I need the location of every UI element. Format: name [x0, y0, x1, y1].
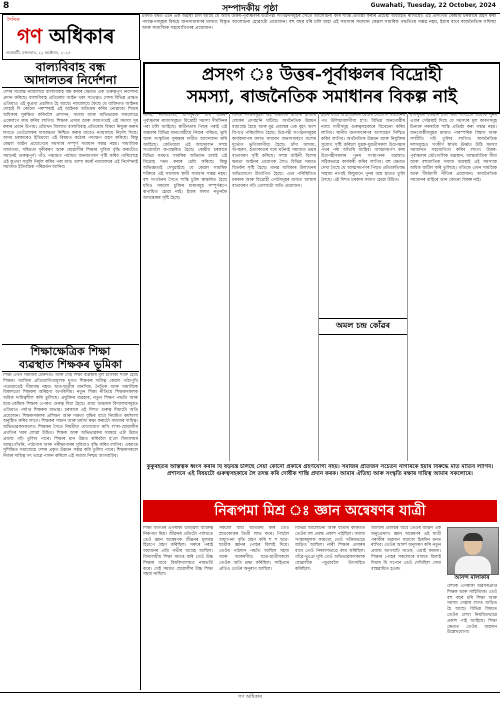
- main-article-col1: অসম, নাগালেণ্ড, মণিপুৰকে ধৰি উত্তৰ-পূৰ্বাঞ্চলৰ ৰাজ্যসমূহত বিদ্ৰোহী সমস্যা দীৰ্ঘদিনৰ পৰা চলি আহিছে। স্বাধীনতাৰ পিছৰ পৰাই এই অঞ্চলৰ বিভিন্ন জনগোষ্ঠীয়ে নিজৰ পৰিচয়, ভূমি আৰু সংস্কৃতিৰ সুৰক্ষাৰ দাবীত আন্দোলন কৰি আহিছে। কেতিয়াবা এই আন্দোলন সশস্ত্ৰ সংগ্ৰামলৈ ৰূপান্তৰিত হৈছে। কেন্দ্ৰীয় চৰকাৰে বিভিন্ন সময়ত সামৰিক অভিযান চলাই এই বিদ্ৰোহ দমন কৰাৰ চেষ্টা কৰিছে। কিন্তু অভিজ্ঞতাই দেখুৱাইছে যে কেৱল সামৰিক শক্তিৰে এই সমস্যাৰ স্থায়ী সমাধান সম্ভৱ নহয়। বহু সংগঠনৰ সৈতে শান্তি চুক্তি স্বাক্ষৰিত হৈছে যদিও সকলো চুক্তিৰ ধাৰাসমূহ সম্পূৰ্ণৰূপে ৰূপায়িত হোৱা নাই। ইয়াৰ ফলত নতুনকৈ অসন্তোষৰ সৃষ্টি হৈছে।: [143, 113, 227, 201]
- main-headline-line1: প্ৰসংগ ঃ উত্তৰ-পূৰ্বাঞ্চলৰ বিদ্ৰোহী: [201, 65, 443, 85]
- page-footer: গণ অধিকাৰ: [0, 692, 500, 701]
- page-header: [0, 0, 500, 14]
- feature-col4: আজিৰ প্ৰজন্মৰ বাবে তেওঁৰ জীৱন এক অনুপ্ৰেৰণা। জ্ঞান অন্বেষণৰ এই যাত্ৰী গৰাকীৰ অৱদান সমাজে চিৰদিন মনত ৰাখিব। তেওঁৰ আদৰ্শ অনুসৰণ কৰি নতুন প্ৰজন্ম আগবাঢ়ি যাওক, এয়াই কামনা। শিক্ষাৰ পোহৰ সকলোৰে মাজত বিলাই দিয়াৰ যি সপোন তেওঁ দেখিছিল সেয়া বাস্তৱায়িত হওক।: [371, 526, 441, 572]
- masthead-small-label: দৈনিক: [7, 17, 20, 23]
- editorial-title: [2, 61, 139, 88]
- masthead-tagline: গুৱাহাটী, মঙ্গলবাৰ, ২২ অক্টোবৰ, ২০২৪: [6, 50, 71, 55]
- column-rule: [229, 113, 230, 461]
- feature-columns: [143, 526, 443, 690]
- feature-col1: শিক্ষা জগতৰ এগৰাকী উজ্জ্বল ব্যক্তিত্ব নিৰূপমা মিশ্ৰ। জীৱনৰ প্ৰতিটো পৰ্যায়তে তেওঁ জ্ঞান অন্বেষণক জীৱনৰ মূলমন্ত্ৰ হিচাপে গ্ৰহণ কৰিছিল। সৰুৰে পৰাই অধ্যয়নৰ প্ৰতি গভীৰ আগ্ৰহ আছিল। বিদ্যালয়ীয় শিক্ষা সমাপ্ত কৰি তেওঁ উচ্চ শিক্ষাৰ বাবে বিশ্ববিদ্যালয়ত নামভৰ্তি কৰে। সেই সময়ত ছোৱালীৰ উচ্চ শিক্ষা সহজ নাছিল।: [143, 526, 213, 578]
- section-title: সম্পাদকীয় পৃষ্ঠা: [222, 4, 278, 14]
- author-photo-hair: [463, 533, 483, 541]
- main-headline-line2: সমস্যা, ৰাজনৈতিক সমাধানৰ বিকল্প নাই: [187, 87, 457, 107]
- editorial2-title-line2: ব্যৱস্থাত শিক্ষকৰ ভূমিকা: [19, 358, 122, 371]
- feature-col3: বিভিন্ন আলোচনী আৰু বাতৰি কাকতত তেওঁৰ বহু প্ৰবন্ধ প্ৰকাশ পাইছিল। সমাজ সংস্কাৰমূলক কামতো তেওঁ সক্ৰিয়ভাৱে জড়িত আছিল। নাৰী শিক্ষাৰ প্ৰসাৰৰ বাবে তেওঁ নিৰলসভাৱে কাম কৰিছিল। গাঁৱে-ভূঞে ঘূৰি তেওঁ অভিভাৱকসকলক ছোৱালীক পঢ়ুৱাবলৈ উৎসাহিত কৰিছিল।: [295, 526, 365, 572]
- page-number: 8: [3, 1, 10, 11]
- page-date: Guwahati, Tuesday, 22 October, 2024: [370, 2, 496, 9]
- main-article-col3: ইয়াৰ বাবে আলোচনাৰ মেজৰ যোগেদি সমাধানৰ পথ উলিয়াবলগীয়া হ'ব। বিভিন্ন জনগোষ্ঠীৰ ন্যায্য দাবীসমূহ গুৰুত্বসহকাৰে বিবেচনা কৰিব লাগিব। স্থানীয় জনসাধাৰণৰ অংশগ্ৰহণ নিশ্চিত কৰিব লাগিব। অৰ্থনৈতিক উন্নয়ন আৰু নিযুক্তিৰ সুযোগ সৃষ্টি কৰিলে যুৱক-যুৱতীসকল উগ্ৰপন্থাৰ পথৰ পৰা আঁতৰি আহিব। আত্মসমৰ্পণ কৰা উগ্ৰপন্থীসকলৰ পুনৰ সংস্থাপনৰ ব্যৱস্থাও সঠিকভাৱে কাৰ্যকৰী কৰিব লাগিব। বহু ক্ষেত্ৰত দেখা গৈছে যে আত্মসমৰ্পণৰ পিছত প্ৰতিশ্ৰুতিবদ্ধ সাহায্য নাপাই কিছুমানে পুনৰ অস্ত্ৰ হাতত তুলি লৈছে। এই দিশত চৰকাৰ সজাগ হোৱা উচিত।: [321, 113, 405, 183]
- main-headline-box: [143, 62, 500, 114]
- author-photo: [447, 527, 499, 575]
- masthead-logo-part1: গণ: [17, 24, 43, 48]
- masthead-logo-part2: অধিকাৰ: [49, 24, 115, 48]
- editorial2-title-line1: শিক্ষাক্ষেত্ৰিক শিক্ষা: [30, 345, 111, 358]
- author-photo-caption: আনন্দ মালাকাৰ: [454, 575, 490, 581]
- editorial-body: দেশৰ সর্বোচ্চ ন্যায়ালয়ে বাল্যবিবাহ বন্ধ কৰাৰ ক্ষেত্ৰত এক গুৰুত্বপূর্ণ নির্দেশনা প্ৰদান কৰিছে। বাল্যবিবাহ প্ৰতিৰোধ আইন থকা সত্ত্বেও দেশৰ বিভিন্ন প্ৰান্তত এতিয়াও এই কুপ্ৰথা প্ৰচলিত হৈ আছে। ন্যায়ালয়ে কৈছে যে ব্যক্তিগত আইনৰ দোহাই দি কোনো পৰম্পৰাই এই আইনক অতিক্ৰম কৰিব নোৱাৰে। শিশুৰ অধিকাৰ সুৰক্ষিত কৰিবলৈ প্ৰশাসন, সমাজ আৰু অভিভাৱক সকলোৱে একেলগে কাম কৰিব লাগিব। শিক্ষাৰ প্ৰসাৰ আৰু সজাগতাই এই সমস্যা দূৰ কৰাৰ প্ৰধান উপায়। প্ৰতিখন জিলাত বাল্যবিবাহ প্ৰতিৰোধ বিষয়া নিযুক্ত কৰাৰ লগতে তেওঁলোকৰ দায়বদ্ধতা নিশ্চিত কৰাৰ বাবেও ন্যায়ালয়ে নির্দেশ দিছে। অসম চৰকাৰেও ইতিমধ্যে এই বিষয়ত কঠোৰ পদক্ষেপ গ্ৰহণ কৰিছে। কিন্তু কেৱল আইন প্ৰয়োগেৰে সমস্যাৰ সম্পূর্ণ সমাধান সম্ভৱ নহয়। সামাজিক সজাগতা, দৰিদ্ৰতা দূৰীকৰণ আৰু ছোৱালীৰ শিক্ষাৰ সুবিধা বৃদ্ধি কৰাটোও সমানেই গুৰুত্বপূর্ণ। গাঁও পঞ্চায়ত পৰ্যায়ত জনজাগৰণ সৃষ্টি কৰিব পাৰিলেহে এই কুপ্ৰথা সমূলি নিৰ্মূল কৰিব পৰা যাব। আশা কৰোঁ ন্যায়ালয়ৰ এই নির্দেশনাই সমাজত ইতিবাচক পৰিৱৰ্তন আনিব।: [3, 90, 138, 171]
- editorial-title-line1: বাল্যবিবাহ বন্ধ: [35, 60, 106, 74]
- main-article-columns: [143, 113, 497, 461]
- author-side-text: লেখক এগৰাকী অৱসৰপ্ৰাপ্ত শিক্ষক আৰু সাহিত্যিক। তেওঁ বহু বছৰ ধৰি শিক্ষা আৰু সমাজ সেৱাৰ লগত জড়িত হৈ আছে। বিভিন্ন বিষয়ত তেওঁৰ লেখা নিয়মিতভাৱে প্ৰকাশ পাই আহিছে। শিক্ষা ক্ষেত্ৰত তেওঁৰ অৱদান উল্লেখযোগ্য।: [447, 584, 497, 636]
- feature-col2: সকলো বাধা অতিক্ৰম কৰি তেওঁ স্নাতকোত্তৰ ডিগ্ৰী লাভ কৰে। পিছলৈ অধ্যাপনা বৃত্তি গ্ৰহণ কৰি শ শ ছাত্ৰ-ছাত্ৰীক জ্ঞানৰ পোহৰ বিলাই দিয়ে। তেওঁৰ পাঠদান পদ্ধতি আছিল সহজ আৰু আকৰ্ষণীয়। ছাত্ৰ-ছাত্ৰীসকলে তেওঁক অতি শ্ৰদ্ধা কৰিছিল। সাহিত্যৰ প্ৰতিও তেওঁৰ অনুৰাগ আছিল।: [219, 526, 289, 572]
- feature-banner-title: নিৰূপমা মিশ্ৰ ঃ জ্ঞান অন্বেষণৰ যাত্ৰী: [143, 500, 497, 522]
- column-rule: [318, 113, 319, 461]
- main-article-col2: বিগত দশকসমূহত এই অঞ্চলত হাজাৰ হাজাৰ লোকৰ প্ৰাণহানি ঘটিছে। অৰ্থনৈতিক উন্নয়ন বাধাগ্ৰস্ত হৈছে আৰু যুৱ প্ৰজন্মৰ এক বৃহৎ অংশ বিপথে পৰিচালিত হৈছে। উগ্ৰপন্থী সংগঠনসমূহৰ কাৰ্যকলাপৰ ফলত সাধাৰণ জনসাধাৰণে অশেষ দুৰ্ভোগ ভুগিবলগীয়া হৈছে। চাঁদা আদায়, অপহৰণ, হত্যাকাণ্ডৰ দৰে ঘটনাই সমাজত ভয়ৰ বাতাবৰণ সৃষ্টি কৰিছে। সশস্ত্ৰ বাহিনী বিশেষ ক্ষমতা আইনৰ প্ৰয়োগক লৈও বিভিন্ন সময়ত বিতৰ্কৰ সৃষ্টি হৈছে। মানৱ অধিকাৰ উলংঘনৰ অভিযোগো উত্থাপিত হৈছে। এনে পৰিস্থিতিত চৰকাৰ আৰু বিদ্ৰোহী গোটসমূহৰ মাজত আস্থাৰ বাতাবৰণ গঢ়ি তোলাটো অতি প্ৰয়োজন।: [232, 113, 316, 189]
- lead-top-text: চলিত বর্ষত এনে এক অৱস্থা চলি আছে যে আমি উত্তৰ-পূৰ্বাঞ্চলৰ উগ্ৰপন্থী সংগঠনসমূহৰ সৈতে আলোচনা কৰি শান্তি প্ৰতিষ্ঠা কৰাৰ প্ৰচেষ্টা অব্যাহত ৰাখিছোঁ। এই প্ৰসংগত কেন্দ্ৰীয় চৰকাৰে গ্ৰহণ কৰা পদক্ষেপসমূহৰ বিষয়ে জনসাধাৰণৰ মাজত বিস্তৃত আলোচনা হোৱাটো প্ৰয়োজন। বহু বছৰ ধৰি চলি অহা এই সমস্যাৰ সমাধান কেৱল সামৰিক পদ্ধতিৰে সম্ভৱ নহয়, ইয়াৰ বাবে ৰাজনৈতিক সদিচ্ছা আৰু সামাজিক সহযোগিতাৰ প্ৰয়োজন।: [142, 14, 496, 31]
- main-article-col4: মণিপুৰত বৰ্তমান চলি থকা সংঘাতে আমাক পুনৰ এবাৰ সোঁৱৰাই দিছে যে সমস্যাৰ মূল কাৰণসমূহ চিনাক্ত নকৰাকৈ শান্তি প্ৰতিষ্ঠা কৰা সম্ভৱ নহয়। জনগোষ্ঠীসমূহৰ মাজত পাৰস্পৰিক বিশ্বাস আৰু সম্প্ৰীতি গঢ়ি তুলিব লাগিব। ৰাজনৈতিক দলসমূহেও সংকীৰ্ণ স্বাৰ্থৰ ঊৰ্ধ্বত উঠি সমস্যা সমাধানত সহযোগিতা কৰিব লাগে। উত্তৰ-পূৰ্বাঞ্চলৰ ভৌগোলিক অৱস্থান, আন্তৰ্জাতিক সীমা আৰু বহুজাতিক সমাজ ব্যৱস্থাই এই সমস্যাক অধিক জটিল কৰি তুলিছে। গতিকে এখন সামগ্ৰিক আৰু দীৰ্ঘম্যাদী নীতিৰ প্ৰয়োজন। ৰাজনৈতিক সমাধানৰ বাহিৰে আন কোনো বিকল্প নাই।: [410, 113, 497, 183]
- editorial2-body: শিক্ষা এখন সমাজৰ মেৰুদণ্ড। আৰু সেই শিক্ষা ব্যৱস্থাৰ মূল চালিকা শক্তি হৈছে শিক্ষক। আজিৰ প্ৰতিযোগিতামূলক যুগত শিক্ষকৰ দায়িত্ব কেৱল পাঠ্যপুথি পঢ়োৱাতেই সীমাবদ্ধ নহয়। ছাত্ৰ-ছাত্ৰীৰ মানসিক, নৈতিক আৰু সামাজিক বিকাশতো শিক্ষকৰ অৰিহণা অপৰিসীম। নতুন শিক্ষা নীতিয়ে শিক্ষকসকলক অধিক দায়িত্বশীল কৰি তুলিছে। প্ৰযুক্তিৰ ব্যৱহাৰ, নতুন শিক্ষণ পদ্ধতি আৰু ছাত্ৰ-কেন্দ্ৰিক শিক্ষাৰ ওপৰত গুৰুত্ব দিয়া হৈছে। গ্ৰাম্য অঞ্চলৰ বিদ্যালয়সমূহত এতিয়াও পৰ্যাপ্ত শিক্ষকৰ অভাৱ। চৰকাৰে এই দিশত গুৰুত্ব দিয়াটো অতি প্ৰয়োজন। শিক্ষকসকলৰ প্ৰশিক্ষণ আৰু দক্ষতা বৃদ্ধিৰ বাবে নিয়মিত কৰ্মশালা অনুষ্ঠিত কৰিব লাগে। শিক্ষকৰ সন্মান আৰু মৰ্যাদা ৰক্ষা কৰাটো সমাজৰ দায়িত্ব। অভিভাৱকসকলেও শিক্ষকৰ সৈতে নিয়মীয়া যোগাযোগ ৰাখি ল'ৰা-ছোৱালীৰ প্ৰগতিৰ খবৰ লোৱা উচিত। শিক্ষক আৰু অভিভাৱকৰ সমন্বয়ে এটা উন্নত প্ৰজন্ম গঢ়ি তুলিব পাৰে। শিক্ষাৰ মান উন্নত কৰিবলৈ হ'লে বিদ্যালয়ৰ আন্তঃগাঁথনি, পাঠাগাৰ আৰু পৰীক্ষাগাৰৰ সুবিধাও বৃদ্ধি কৰিব লাগিব। একমাত্ৰ সুশিক্ষিত সমাজেহে দেশৰ প্ৰকৃত উন্নয়ন সম্ভৱ কৰি তুলিব পাৰে। শিক্ষকসকলে নিজৰ দায়িত্ব সৎ ভাৱে পালন কৰিলে এই সমাজ নিশ্চয় আগবাঢ়িব।: [3, 373, 138, 460]
- masthead: [2, 14, 140, 60]
- banner-note: কুকুৰহতৰ অস্তিত্বক ধ্বংস কৰাৰ যি ষড়যন্ত্ৰ চলিছে সেয়া কোনো প্ৰকাৰে গ্ৰহণযোগ্য নহয়। সমাজৰ প্ৰতিজন সচেতন নাগৰিকে ইয়াৰ বিৰুদ্ধে মাত মাতিব লাগিব। প্ৰশাসনে এই বিষয়টো গুৰুত্বসহকাৰে লৈ তদন্ত কৰি দোষীক শাস্তি প্ৰদান কৰক। আমাৰ ঐতিহ্য আৰু সংস্কৃতি ৰক্ষাৰ দায়িত্ব আমাৰ সকলোৰে।: [146, 464, 494, 477]
- editorial2-title: [2, 344, 139, 372]
- author-photo-body: [455, 556, 491, 575]
- column-rule: [407, 113, 408, 461]
- column-divider: [140, 60, 141, 690]
- editorial-title-line2: আদালতৰ নির্দেশনা: [24, 73, 117, 87]
- main-article-byline: অমল চন্দ্ৰ কোঁৱৰ: [319, 318, 407, 335]
